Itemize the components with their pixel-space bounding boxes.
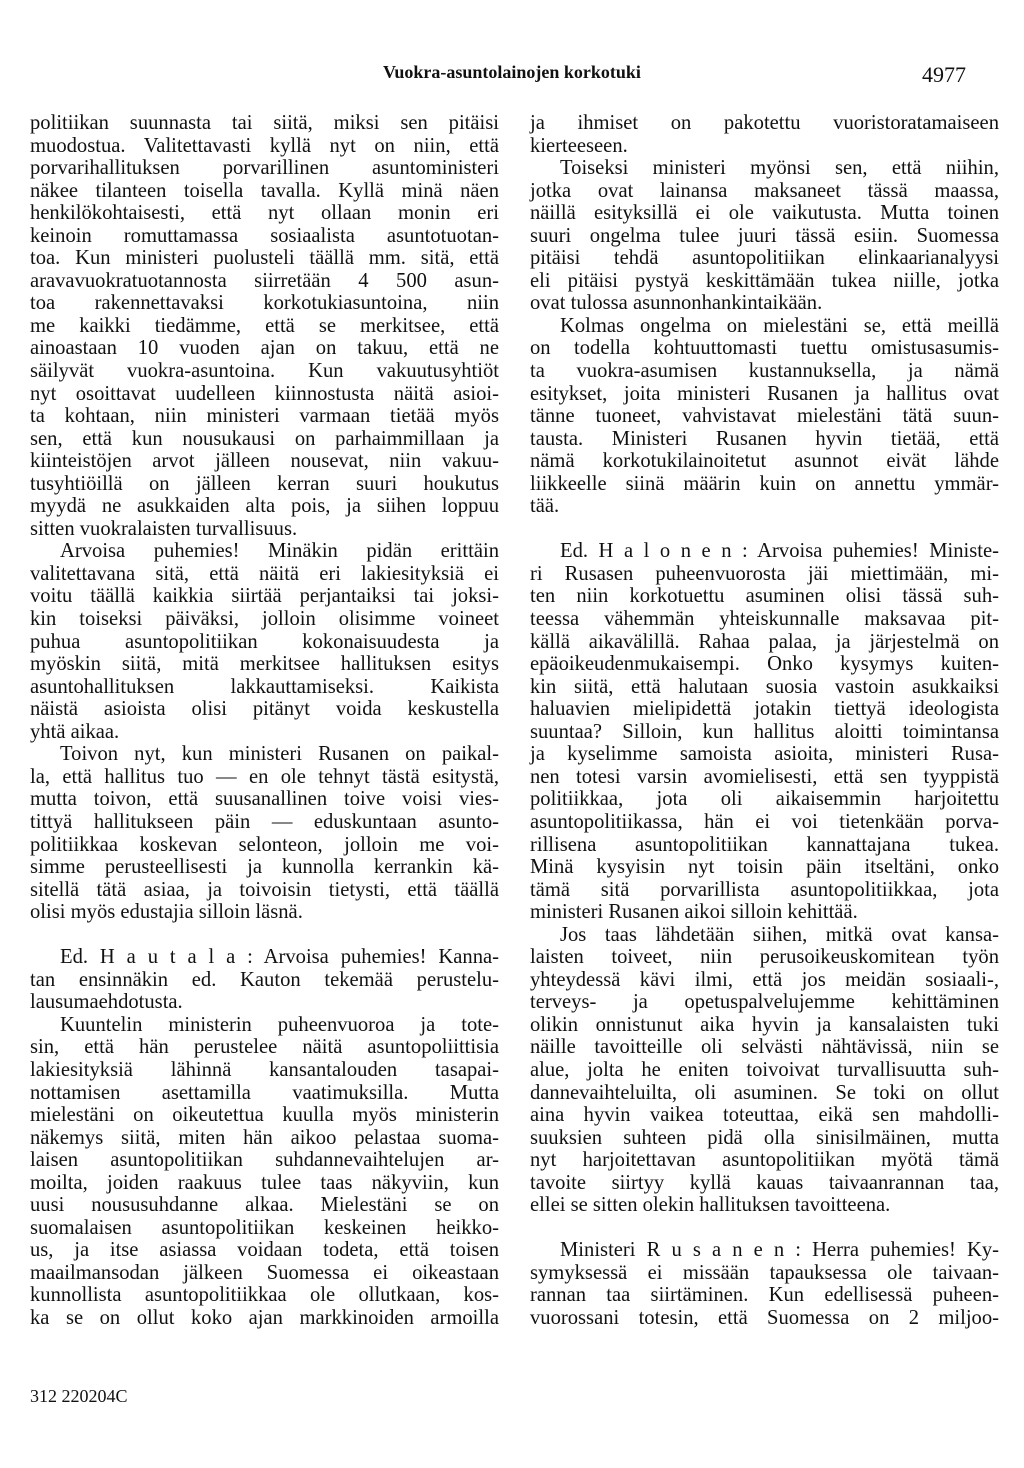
text-line: näkee tilanteen toisella tavalla. Kyllä minä näen — [30, 179, 499, 202]
text-line: valitettavana sitä, että näitä eri lakiesityksiä ei — [30, 562, 499, 585]
text-line: sen, että kun nousukausi on parhaimmillaan ja — [30, 427, 499, 450]
text-line: sitten vuokralaisten turvallisuus. — [30, 517, 298, 540]
text-line: on todella kohtuuttomasti tuettu omistusasumis- — [530, 337, 999, 360]
text-line: kierteeseen. — [530, 134, 628, 157]
printer-signature-code: 312 220204C — [30, 1386, 128, 1406]
text-line: tämä sitä porvarillista asuntopolitiikkaa, jota — [530, 878, 999, 901]
text-line: lausumaehdotusta. — [30, 991, 183, 1014]
text-line: nottamisen asettamilla vaatimuksilla. Mutta — [30, 1081, 499, 1104]
text-line: vuorossani totesin, että Suomessa on 2 miljoo- — [530, 1306, 999, 1329]
text-line: yhteydessä kävi ilmi, että jos meidän sosiaali-, — [530, 968, 999, 991]
text-line: kin siitä, että halutaan suosia vastoin asukkaiksi — [530, 675, 999, 698]
text-line: alue, jolta he eniten toivoivat turvallisuutta suh- — [530, 1058, 999, 1081]
text-line: toa rakennettavaksi korkotukiasuntoina, niin — [30, 292, 499, 315]
paragraph-gap — [530, 1217, 999, 1240]
text-line: moilta, joiden raakuus tulee taas näkyviin, kun — [30, 1171, 499, 1194]
running-title: Vuokra-asuntolainojen korkotuki — [383, 62, 641, 82]
text-line: aravavuokratuotannosta siirretään 4 500 asun- — [30, 269, 499, 292]
text-line: Jos taas lähdetään siihen, mitkä ovat kansa- — [560, 923, 999, 946]
text-line: näkemys siitä, miten hän aikoo pelastaa suoma- — [30, 1126, 499, 1149]
text-line: simme perusteellisesti ja kunnolla kerrankin kä- — [30, 856, 499, 879]
text-line: Arvoisa puhemies! Minäkin pidän erittäin — [60, 540, 499, 563]
text-line: suuri ongelma tulee juuri tässä esiin. Suomessa — [530, 224, 999, 247]
text-line: laisten toiveet, niin perusoikeuskomitean työn — [530, 946, 999, 969]
text-line: yhtä aikaa. — [30, 720, 120, 743]
text-line: laisen asuntopolitiikan suhdannevaihtelujen ar- — [30, 1149, 499, 1172]
text-line: nyt harjoitettavan asuntopolitiikan myötä tämä — [530, 1149, 999, 1172]
text-line: kin toiseksi päiväksi, jolloin olisimme voineet — [30, 608, 499, 631]
text-line: symyksessä ei missään tapauksessa ole taivaan- — [530, 1261, 999, 1284]
text-line: us, ja itse asiassa voidaan todeta, että toisen — [30, 1239, 499, 1262]
text-line: ri Rusasen puheenvuorosta jäi miettimään, mi- — [530, 562, 999, 585]
text-line: ainoastaan 10 vuoden ajan on takuu, että ne — [30, 337, 499, 360]
text-line: Kolmas ongelma on mielestäni se, että meillä — [560, 314, 999, 337]
text-line: politiikkaa koskevan selonteon, jolloin me voi- — [30, 833, 499, 856]
text-line: källä aikavälillä. Rahaa palaa, ja järjestelmä on — [530, 630, 999, 653]
text-line: sin, että hän perustelee näitä asuntopoliittisia — [30, 1036, 499, 1059]
text-line: tan ensinnäkin ed. Kauton tekemää perustelu- — [30, 968, 499, 991]
text-line: sitellä tätä asiaa, ja toivoisin tietysti, että täällä — [30, 878, 499, 901]
text-line: ten niin korkotuettu asuminen olisi tässä suh- — [530, 585, 999, 608]
text-line: tusyhtiöillä on jälleen kerran suuri houkutus — [30, 472, 499, 495]
text-line: ta kohtaan, niin ministeri varmaan tietää myös — [30, 405, 499, 428]
text-line: tää. — [530, 495, 560, 518]
text-line: säilyvät vuokra-asuntoina. Kun vakuutusyhtiöt — [30, 360, 499, 383]
text-line: liikkeelle siinä määrin kuin on annettu ymmär- — [530, 472, 999, 495]
text-line: näistä asioista olisi pitänyt voida keskustella — [30, 698, 499, 721]
text-line: suuksien suhteen pidä olla sinisilmäinen, mutta — [530, 1126, 999, 1149]
text-line: Ed. H a u t a l a : Arvoisa puhemies! Kanna- — [60, 946, 499, 969]
text-line: haluavien mielipidettä jotakin tiettyä ideologista — [530, 698, 999, 721]
text-line: keinoin romuttamassa sosiaalista asuntotuotan- — [30, 224, 499, 247]
page-number: 4977 — [922, 62, 966, 87]
left-column — [30, 112, 499, 1330]
text-line: muodostua. Valitettavasti kyllä nyt on niin, että — [30, 134, 499, 157]
text-line: ministeri Rusanen aikoi silloin kehittää. — [530, 901, 858, 924]
text-line: lakiesityksiä lähinnä kansantalouden tasapai- — [30, 1058, 499, 1081]
text-line: eli pitäisi pystyä keskittämään tukea niille, jotka — [530, 269, 999, 292]
text-line: puhua asuntopolitiikan kokonaisuudesta ja — [30, 630, 499, 653]
text-line: olikin onnistunut aika hyvin ja kansalaisten tuki — [530, 1013, 999, 1036]
text-line: rannan taa siirtäminen. Kun edellisessä puheen- — [530, 1284, 999, 1307]
text-line: maailmansodan jälkeen Suomessa ei oikeastaan — [30, 1261, 499, 1284]
text-line: porvarihallituksen porvarillinen asuntoministeri — [30, 157, 499, 180]
text-line: Ed. H a l o n e n : Arvoisa puhemies! Ministe- — [560, 540, 999, 563]
text-line: tittyä hallitukseen päin — eduskuntaan asunto- — [30, 810, 499, 833]
text-line: ellei se sitten olekin hallituksen tavoitteena. — [530, 1194, 891, 1217]
text-line: ja ihmiset on pakotettu vuoristoratamaiseen — [530, 112, 999, 134]
text-line: kiinteistöjen arvot jälleen nousevat, niin vakuu- — [30, 450, 499, 473]
text-line: Toiseksi ministeri myönsi sen, että niihin, — [560, 157, 999, 180]
text-line: asuntopolitiikassa, hän ei voi tietenkään porva- — [530, 810, 999, 833]
paragraph-gap — [30, 924, 499, 947]
text-line: nämä korkotukilainoitetut asunnot eivät lähde — [530, 450, 999, 473]
text-line: kunnollista asuntopolitiikkaa ole ollutkaan, kos- — [30, 1284, 499, 1307]
text-line: ta vuokra-asumisen kustannuksella, ja nämä — [530, 360, 999, 383]
text-line: politiikan suunnasta tai siitä, miksi sen pitäisi — [30, 112, 499, 134]
text-line: ja kyselimme samoista asioita, ministeri Rusa- — [530, 743, 999, 766]
text-line: voitu täällä kaikkia siirtää perjantaiksi tai joksi- — [30, 585, 499, 608]
text-line: myydä ne asukkaiden alta pois, ja siihen loppuu — [30, 495, 499, 518]
text-line: näille tavoitteille oli selvästi nähtävissä, niin se — [530, 1036, 999, 1059]
text-line: terveys- ja opetuspalvelujemme kehittäminen — [530, 991, 999, 1014]
text-line: jotka ovat lainansa maksaneet tässä maassa, — [530, 179, 999, 202]
text-line: tavoite siirtyy kyllä kauas taivaanrannan taa, — [530, 1171, 999, 1194]
text-line: pitäisi tehdä asuntopolitiikan elinkaarianalyysi — [530, 247, 999, 270]
text-line: rillisena asuntopolitiikan kannattajana tukea. — [530, 833, 999, 856]
text-line: la, että hallitus tuo — en ole tehnyt tästä esitystä, — [30, 765, 499, 788]
text-line: Minä kysyisin nyt toisin päin itseltäni, onko — [530, 856, 999, 879]
right-column — [530, 112, 999, 1330]
text-line: mielestäni on oikeutettua kuulla myös ministerin — [30, 1104, 499, 1127]
text-line: esitykset, joita ministeri Rusanen ja hallitus ovat — [530, 382, 999, 405]
text-line: olisi myös edustajia silloin läsnä. — [30, 901, 303, 924]
text-line: asuntohallituksen lakkauttamiseksi. Kaikista — [30, 675, 499, 698]
text-line: politiikkaa, jota oli aikaisemmin harjoitettu — [530, 788, 999, 811]
text-line: myöskin siitä, mitä merkitsee hallituksen esitys — [30, 653, 499, 676]
text-line: Ministeri R u s a n e n : Herra puhemies! Ky- — [560, 1239, 999, 1262]
paragraph-gap — [530, 518, 999, 541]
text-line: mutta toivon, että suusanallinen toive voisi vies- — [30, 788, 499, 811]
text-line: suuntaa? Silloin, kun hallitus aloitti toimintansa — [530, 720, 999, 743]
text-line: nyt osoittavat uudelleen kiinnostusta näitä asioi- — [30, 382, 499, 405]
text-line: teessa vähemmän yhteiskunnalle maksavaa pit- — [530, 608, 999, 631]
text-line: epäoikeudenmukaisempi. Onko kysymys kuiten- — [530, 653, 999, 676]
text-line: ka se on ollut koko ajan markkinoiden armoilla — [30, 1306, 499, 1329]
text-line: dannevaihteluilta, oli asuminen. Se toki on ollut — [530, 1081, 999, 1104]
text-line: tänne tuoneet, vahvistavat mielestäni tätä suun- — [530, 405, 999, 428]
text-line: tausta. Ministeri Rusanen hyvin tietää, että — [530, 427, 999, 450]
text-line: aina hyvin vaikea toteuttaa, eikä sen mahdolli- — [530, 1104, 999, 1127]
text-line: uusi noususuhdanne alkaa. Mielestäni se on — [30, 1194, 499, 1217]
text-line: toa. Kun ministeri puolusteli täällä mm. sitä, että — [30, 247, 499, 270]
text-line: Toivon nyt, kun ministeri Rusanen on paikal- — [60, 743, 499, 766]
text-line: suomalaisen asuntopolitiikan keskeinen heikko- — [30, 1216, 499, 1239]
text-line: Kuuntelin ministerin puheenvuoroa ja tote- — [60, 1013, 499, 1036]
text-line: näillä esityksillä ei ole vaikutusta. Mutta toinen — [530, 202, 999, 225]
text-line: nen totesi varsin avomielisesti, että sen tyyppistä — [530, 765, 999, 788]
text-line: henkilökohtaisesti, että nyt ollaan monin eri — [30, 202, 499, 225]
text-line: ovat tulossa asunnonhankintaikään. — [530, 292, 823, 315]
text-line: me kaikki tiedämme, että se merkitsee, että — [30, 314, 499, 337]
